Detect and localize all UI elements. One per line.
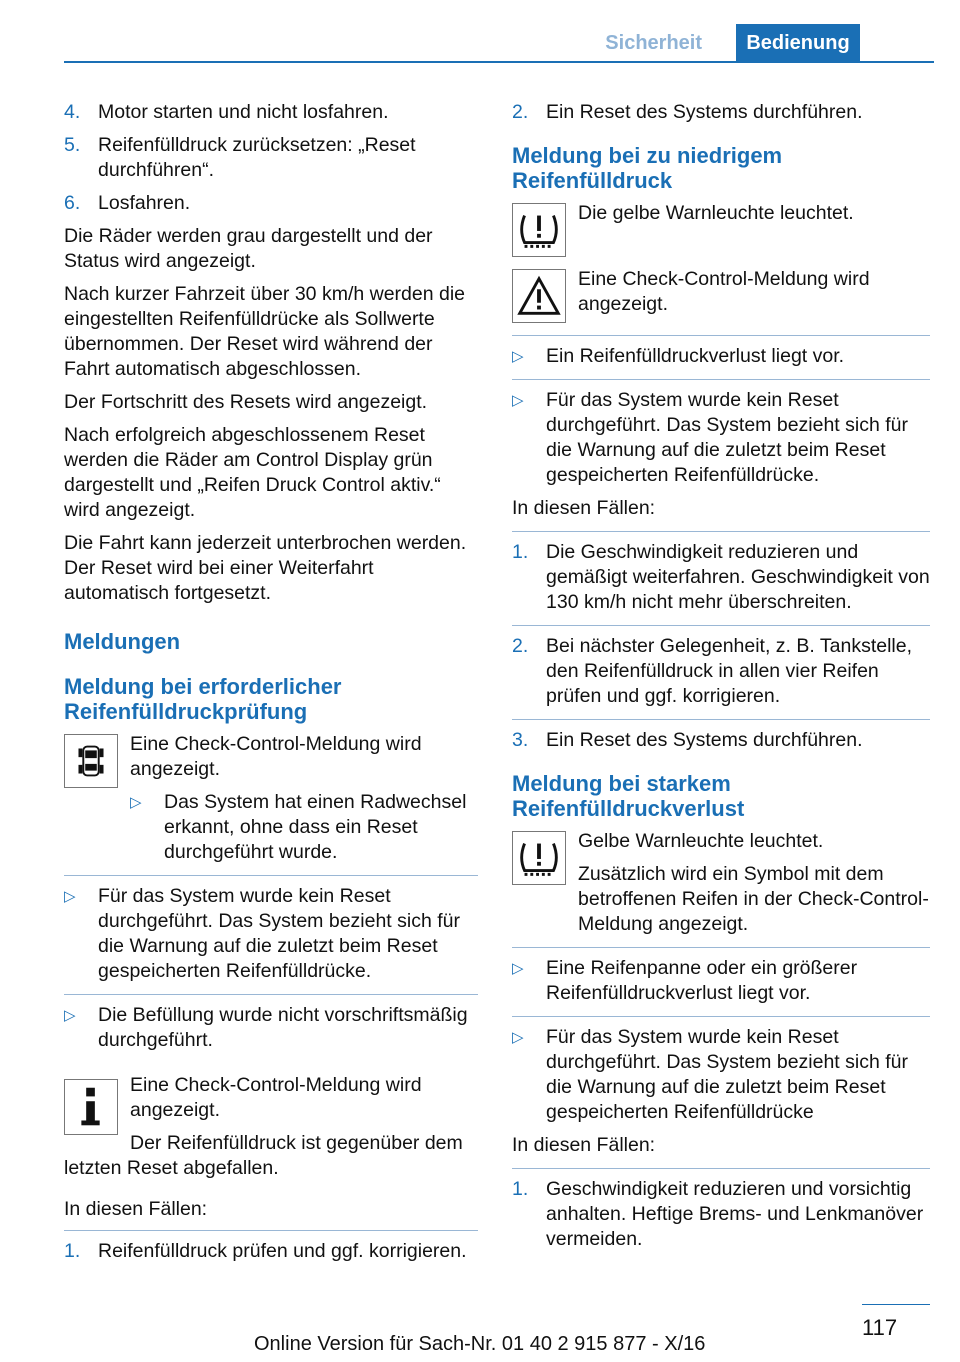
step-item: 3. Ein Reset des Systems durchführen. xyxy=(512,729,863,751)
divider xyxy=(512,1168,930,1169)
paragraph: In diesen Fällen: xyxy=(512,497,656,519)
step-item: 1. Die Geschwindigkeit reduzieren und gemäßigt weiterfahren. Geschwindigkeit von 130 km/h nicht mehr überschreiten. xyxy=(512,541,930,613)
divider xyxy=(64,1230,478,1231)
divider xyxy=(512,379,930,380)
paragraph: Nach kurzer Fahrzeit über 30 km/h werden die eingestellten Reifenfülldrücke als Sollwerte übernommen. Der Reset wird während der Fahrt automatisch abgeschlossen. xyxy=(64,283,466,380)
heading-pruefung: Meldung bei erforderlicher Reifenfülldruckprüfung xyxy=(64,674,342,724)
tab-sicherheit[interactable]: Sicherheit xyxy=(605,32,702,54)
paragraph: Der Reifenfülldruck ist gegenüber dem letzten Reset abgefallen. xyxy=(64,1132,463,1179)
tire-pressure-warning-icon xyxy=(512,203,566,257)
divider xyxy=(512,1016,930,1017)
list-item: ▷ Eine Reifenpanne oder ein größerer Reifenfülldruckverlust liegt vor. xyxy=(512,957,858,1004)
paragraph: Der Fortschritt des Resets wird angezeigt. xyxy=(64,391,428,413)
warn-light-text: Die gelbe Warnleuchte leuchtet. xyxy=(578,202,854,224)
footer-note: Online Version für Sach-Nr. 01 40 2 915 877 - X/16 xyxy=(254,1333,706,1355)
paragraph: Die Räder werden grau dargestellt und der Status wird angezeigt. xyxy=(64,225,433,272)
paragraph: In diesen Fällen: xyxy=(512,1134,656,1156)
divider xyxy=(64,875,478,876)
info-message: Eine Check-Control-Meldung wird angezeigt. xyxy=(130,1074,422,1121)
divider xyxy=(512,719,930,720)
info-icon xyxy=(64,1079,118,1135)
tab-bedienung[interactable]: Bedienung xyxy=(736,24,860,62)
step-item: 5. Reifenfülldruck zurücksetzen: „Reset durchführen“. xyxy=(64,134,416,181)
divider xyxy=(512,531,930,532)
warning-triangle-icon xyxy=(512,269,566,323)
warn-light-row xyxy=(512,829,930,937)
heading-niedrig: Meldung bei zu niedrigem Reifenfülldruck xyxy=(512,143,783,193)
footer-rule xyxy=(862,1304,930,1305)
step-item: 2. Ein Reset des Systems durchführen. xyxy=(512,101,863,123)
page-number: 117 xyxy=(862,1315,898,1340)
paragraph: In diesen Fällen: xyxy=(64,1198,208,1220)
divider xyxy=(512,947,930,948)
warn-light-text: Gelbe Warnleuchte leuchtet. xyxy=(578,830,824,852)
page-header xyxy=(0,0,960,62)
heading-meldungen: Meldungen xyxy=(64,629,181,654)
list-item: ▷ Für das System wurde kein Reset durchgeführt. Das System bezieht sich für die Warnung auf die zuletzt beim Reset gespeicherten Reifenfülldrücke xyxy=(512,1026,908,1123)
step-item: 2. Bei nächster Gelegenheit, z. B. Tankstelle, den Reifenfülldruck in allen vier Reifen prüfen und ggf. korrigieren. xyxy=(512,635,913,707)
cc-message: Eine Check-Control-Meldung wird angezeigt. xyxy=(578,268,870,315)
list-item: ▷ Für das System wurde kein Reset durchgeführt. Das System bezieht sich für die Warnung auf die zuletzt beim Reset gespeicherten Reifenfülldrücke. xyxy=(64,885,460,982)
warn-light-row xyxy=(512,201,930,259)
cc-message-row xyxy=(512,267,930,325)
cc-message-row xyxy=(64,732,478,865)
list-item: ▷ Ein Reifenfülldruckverlust liegt vor. xyxy=(512,345,845,367)
header-rule xyxy=(64,61,934,63)
paragraph: Zusätzlich wird ein Symbol mit dem betroffenen Reifen in der Check-Control-Meldung angezeigt. xyxy=(578,863,929,935)
step-item: 6. Losfahren. xyxy=(64,192,191,214)
right-column xyxy=(512,100,930,1260)
paragraph: Nach erfolgreich abgeschlossenem Reset werden die Räder am Control Display grün dargestellt und „Reifen Druck Control aktiv.“ wird angezeigt. xyxy=(64,424,441,521)
paragraph: Die Fahrt kann jederzeit unterbrochen werden. Der Reset wird bei einer Weiterfahrt automatisch fortgesetzt. xyxy=(64,532,467,604)
car-tire-icon xyxy=(64,734,118,788)
divider xyxy=(64,994,478,995)
left-column xyxy=(64,100,478,1272)
divider xyxy=(512,625,930,626)
list-item: ▷ Für das System wurde kein Reset durchgeführt. Das System bezieht sich für die Warnung auf die zuletzt beim Reset gespeicherten Reifenfülldrücke. xyxy=(512,389,908,486)
list-item: ▷ Die Befüllung wurde nicht vorschriftsmäßig durchgeführt. xyxy=(64,1004,468,1051)
divider xyxy=(512,335,930,336)
cc-message: Eine Check-Control-Meldung wird angezeigt. xyxy=(130,733,422,780)
list-item: ▷ Das System hat einen Radwechsel erkannt, ohne dass ein Reset durchgeführt wurde. xyxy=(130,791,467,863)
info-message-row xyxy=(64,1073,478,1131)
step-item: 1. Reifenfülldruck prüfen und ggf. korrigieren. xyxy=(64,1240,467,1262)
heading-stark: Meldung bei starkem Reifenfülldruckverlust xyxy=(512,771,745,821)
step-item: 4. Motor starten und nicht losfahren. xyxy=(64,101,389,123)
tire-pressure-warning-icon xyxy=(512,831,566,885)
step-item: 1. Geschwindigkeit reduzieren und vorsichtig anhalten. Heftige Brems- und Lenkmanöver vermeiden. xyxy=(512,1178,924,1250)
